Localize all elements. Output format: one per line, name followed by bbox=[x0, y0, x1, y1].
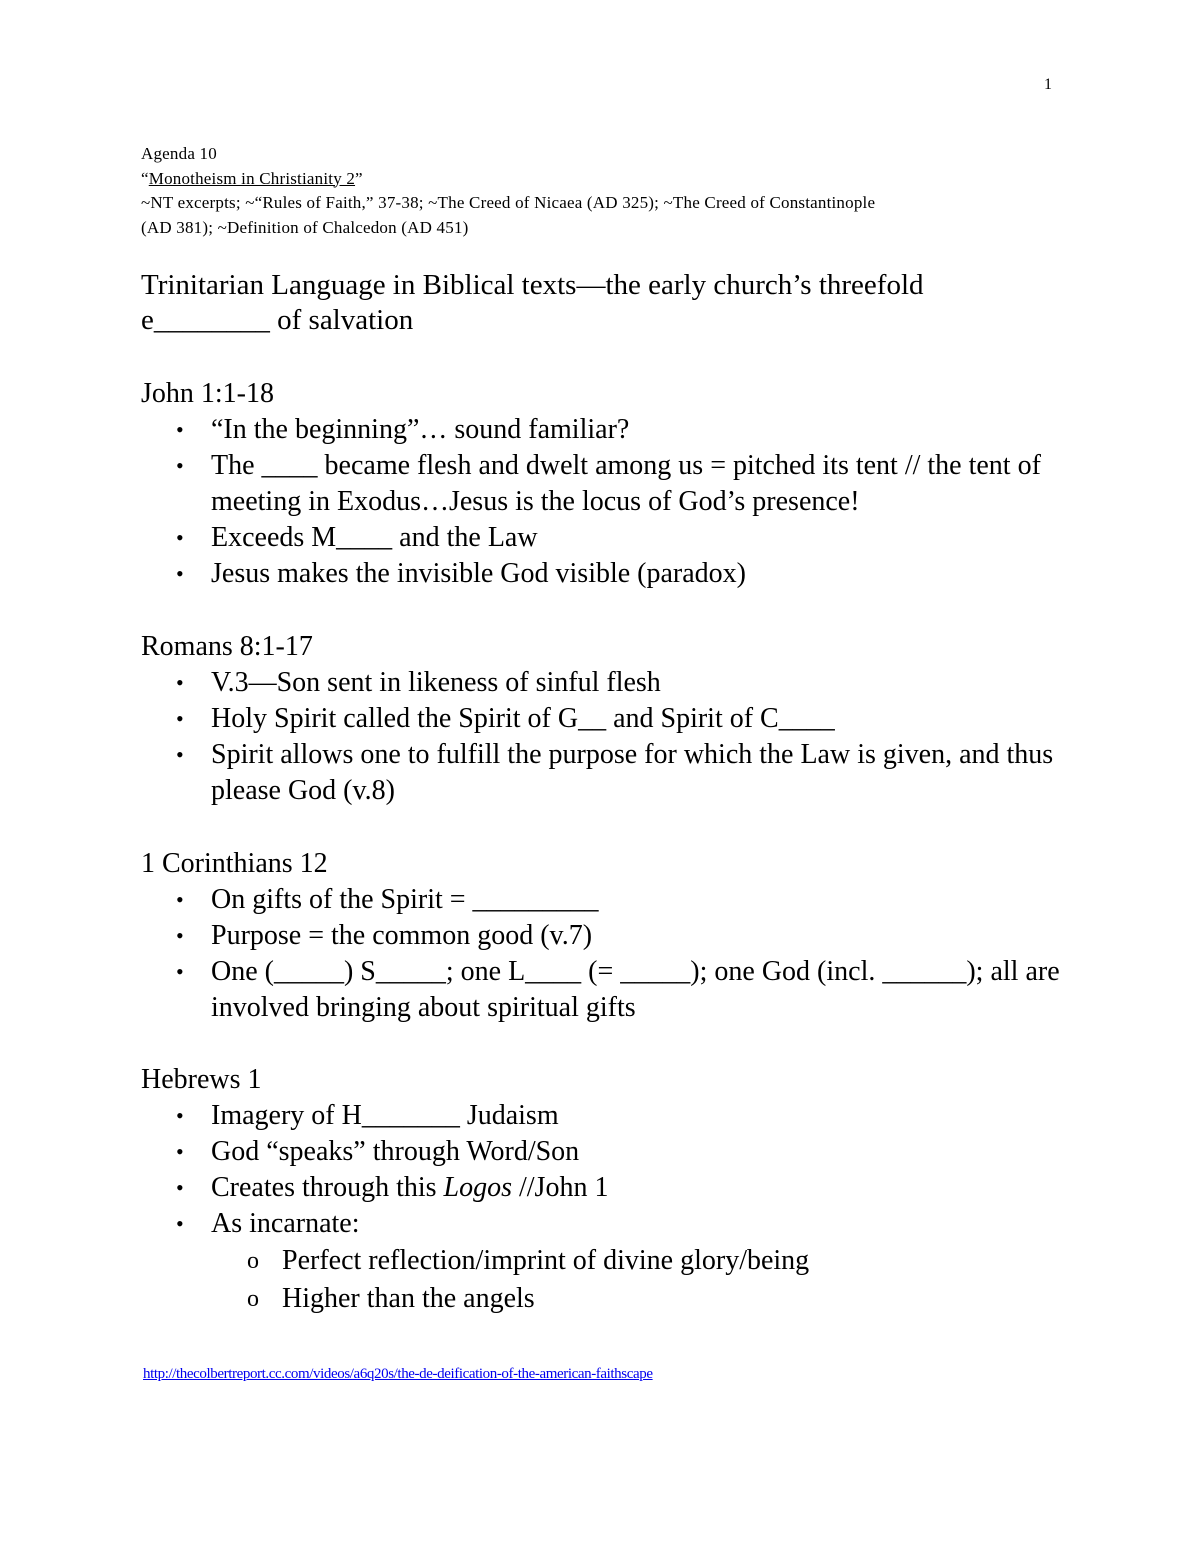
bullet-list bbox=[141, 1098, 1071, 1242]
bullet-list bbox=[141, 882, 1071, 1026]
list-item bbox=[141, 1170, 1071, 1206]
list-item-text: God “speaks” through Word/Son bbox=[211, 1136, 580, 1167]
main-heading-line-1: Trinitarian Language in Biblical texts—the early church’s threefold bbox=[141, 269, 924, 301]
bullet-icon: • bbox=[176, 1175, 184, 1200]
list-item-text: Spirit allows one to fulfill the purpose for which the Law is given, and thus please God (v.8) bbox=[211, 739, 1054, 806]
section-john bbox=[141, 376, 1071, 592]
section-corinthians bbox=[141, 846, 1071, 1026]
list-item bbox=[141, 1134, 1071, 1170]
bullet-icon: • bbox=[176, 1103, 184, 1128]
list-item-text: Imagery of H_______ Judaism bbox=[211, 1100, 559, 1131]
bullet-list bbox=[141, 665, 1071, 809]
readings-line-2: (AD 381); ~Definition of Chalcedon (AD 451) bbox=[141, 217, 469, 237]
main-heading-line-2: e________ of salvation bbox=[141, 304, 414, 336]
list-item-text: V.3—Son sent in likeness of sinful flesh bbox=[211, 667, 661, 698]
page-number: 1 bbox=[1044, 76, 1052, 93]
agenda-title-line bbox=[141, 167, 1061, 192]
hollow-bullet-icon: o bbox=[247, 1248, 259, 1274]
sub-list-item bbox=[141, 1242, 1071, 1280]
list-item bbox=[141, 556, 1071, 592]
list-item-text-before: Creates through this bbox=[211, 1172, 444, 1203]
sub-list-item-text: Perfect reflection/imprint of divine glory/being bbox=[282, 1245, 810, 1276]
agenda-title: Monotheism in Christianity 2 bbox=[148, 168, 356, 188]
list-item bbox=[141, 412, 1071, 448]
list-item bbox=[141, 1206, 1071, 1242]
list-item-text: “In the beginning”… sound familiar? bbox=[211, 414, 630, 445]
bullet-icon: • bbox=[176, 525, 184, 550]
bullet-icon: • bbox=[176, 959, 184, 984]
section-title: Hebrews 1 bbox=[141, 1064, 262, 1095]
list-item-text: On gifts of the Spirit = _________ bbox=[211, 884, 599, 915]
title-open-quote: “ bbox=[141, 168, 149, 188]
agenda-label: Agenda 10 bbox=[141, 144, 217, 163]
list-item-text: The ____ became flesh and dwelt among us = pitched its tent // the tent of meeting in Exodus…Jesus is the locus of God’s presence! bbox=[211, 450, 1041, 517]
agenda-header bbox=[141, 142, 1061, 240]
bullet-icon: • bbox=[176, 1211, 184, 1236]
section-title: 1 Corinthians 12 bbox=[141, 848, 328, 879]
bullet-icon: • bbox=[176, 670, 184, 695]
bullet-icon: • bbox=[176, 706, 184, 731]
sub-list-item-text: Higher than the angels bbox=[282, 1283, 535, 1314]
bullet-icon: • bbox=[176, 742, 184, 767]
section-hebrews bbox=[141, 1062, 1071, 1318]
list-item bbox=[141, 665, 1071, 701]
logos-italic: Logos bbox=[443, 1172, 512, 1203]
list-item-text: Holy Spirit called the Spirit of G__ and Spirit of C____ bbox=[211, 703, 835, 734]
bullet-icon: • bbox=[176, 887, 184, 912]
list-item-text: One (_____) S_____; one L____ (= _____); one God (incl. ______); all are involved bringing about spiritual gifts bbox=[211, 956, 1060, 1023]
list-item-text: Exceeds M____ and the Law bbox=[211, 522, 538, 553]
hollow-bullet-icon: o bbox=[247, 1286, 259, 1312]
list-item-text: Purpose = the common good (v.7) bbox=[211, 920, 593, 951]
list-item bbox=[141, 737, 1071, 809]
bullet-icon: • bbox=[176, 923, 184, 948]
list-item bbox=[141, 448, 1071, 520]
list-item-text: Jesus makes the invisible God visible (paradox) bbox=[211, 558, 747, 589]
readings-line-1: ~NT excerpts; ~“Rules of Faith,” 37-38; ~The Creed of Nicaea (AD 325); ~The Creed of Constantinople bbox=[141, 193, 876, 212]
video-link[interactable]: http://thecolbertreport.cc.com/videos/a6q20s/the-de-deification-of-the-american-faithscape bbox=[143, 1366, 653, 1382]
list-item bbox=[141, 882, 1071, 918]
list-item bbox=[141, 954, 1071, 1026]
bullet-icon: • bbox=[176, 453, 184, 478]
section-title: Romans 8:1-17 bbox=[141, 631, 313, 662]
bullet-icon: • bbox=[176, 1139, 184, 1164]
section-romans bbox=[141, 629, 1071, 809]
list-item-text-after: //John 1 bbox=[512, 1172, 609, 1203]
list-item bbox=[141, 918, 1071, 954]
list-item bbox=[141, 1098, 1071, 1134]
title-close-quote: ” bbox=[355, 168, 363, 188]
list-item bbox=[141, 520, 1071, 556]
list-item-text: As incarnate: bbox=[211, 1208, 360, 1239]
bullet-list bbox=[141, 412, 1071, 592]
main-heading bbox=[141, 268, 1071, 338]
sub-list-item bbox=[141, 1280, 1071, 1318]
bullet-icon: • bbox=[176, 417, 184, 442]
sub-bullet-list bbox=[141, 1242, 1071, 1318]
bullet-icon: • bbox=[176, 561, 184, 586]
section-title: John 1:1-18 bbox=[141, 378, 274, 409]
list-item bbox=[141, 701, 1071, 737]
